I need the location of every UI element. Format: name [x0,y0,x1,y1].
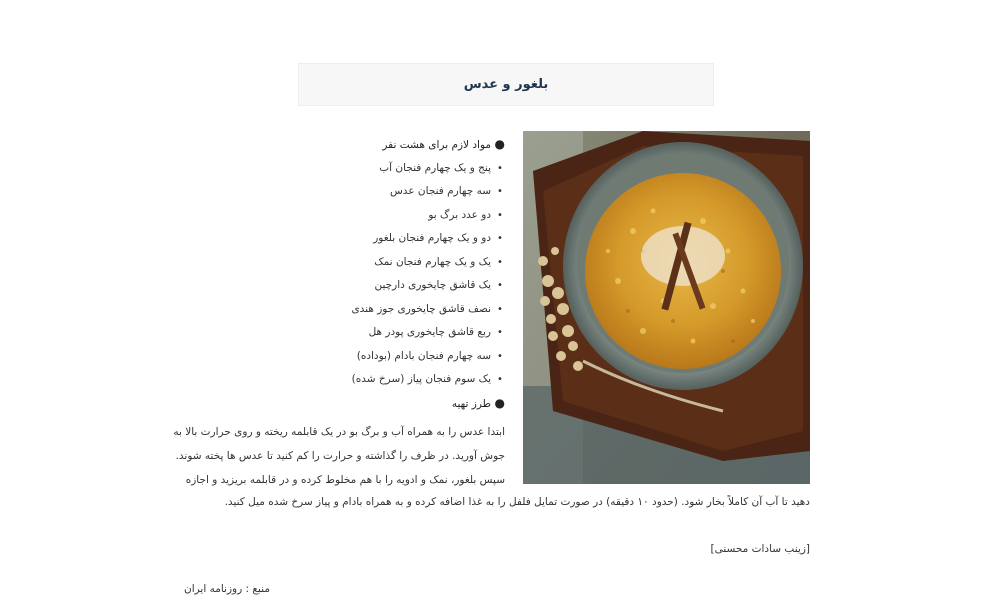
list-item [351,227,505,251]
list-item [351,251,505,275]
bullet-icon: • [497,209,503,221]
ingredients-heading-item [351,133,505,157]
source-credit: منبع : روزنامه ایران [184,583,270,595]
bullet-icon: ● [494,137,505,151]
author-credit: [زینب سادات محسنی] [710,543,810,555]
list-item [351,274,505,298]
bullet-icon: ● [494,395,505,410]
method-heading: طرز تهیه [451,397,491,410]
ingredients-list [351,133,505,415]
bullet-icon: • [497,186,503,197]
list-item [351,180,505,204]
bullet-icon: • [497,303,503,315]
ingredient-text: سه چهارم فنجان عدس [389,185,491,197]
method-line: دهید تا آب آن کاملاً بخار شود. (حدود ۱۰ دقیقه) در صورت تمایل فلفل را به غذا اضافه کرده و به همراه بادام و پیاز سرخ شده میل کنید. [224,496,810,508]
list-item [351,298,505,322]
bullet-icon: • [497,256,503,268]
ingredient-text: ربع قاشق چایخوری پودر هل [368,326,491,338]
ingredient-text: نصف قاشق چایخوری جوز هندی [351,302,491,315]
bullet-icon: • [497,280,503,291]
ingredient-text: یک قاشق چایخوری دارچین [374,279,491,291]
bullet-icon: • [497,374,503,385]
bullet-icon: • [497,162,503,174]
list-item [351,321,505,345]
list-item [351,157,505,181]
food-photo [523,131,810,484]
bullet-icon: • [497,327,503,338]
method-line: ابتدا عدس را به همراه آب و برگ بو در یک قابلمه ریخته و روی حرارت بالا به [173,426,505,438]
ingredient-text: سه چهارم فنجان بادام (بوداده) [356,349,491,362]
method-line: سپس بلغور، نمک و ادویه را با هم مخلوط کرده و در قابلمه بریزید و اجازه [185,474,505,486]
ingredient-text: یک و یک چهارم فنجان نمک [374,255,491,268]
page-title: بلغور و عدس [463,77,549,92]
bullet-icon: • [497,350,503,362]
ingredient-text: دو عدد برگ بو [428,208,491,221]
title-box [298,63,714,106]
ingredient-text: یک سوم فنجان پیاز (سرخ شده) [351,373,491,385]
list-item [351,204,505,228]
ingredient-text: دو و یک چهارم فنجان بلغور [373,232,491,244]
method-line: جوش آورید. در ظرف را گذاشته و حرارت را کم کنید تا عدس ها پخته شوند. [175,450,505,462]
list-item [351,368,505,392]
bullet-icon: • [497,233,503,244]
ingredient-text: پنج و یک چهارم فنجان آب [379,161,491,174]
ingredients-heading: مواد لازم برای هشت نفر [382,139,491,151]
method-heading-item [351,392,505,416]
list-item [351,345,505,369]
